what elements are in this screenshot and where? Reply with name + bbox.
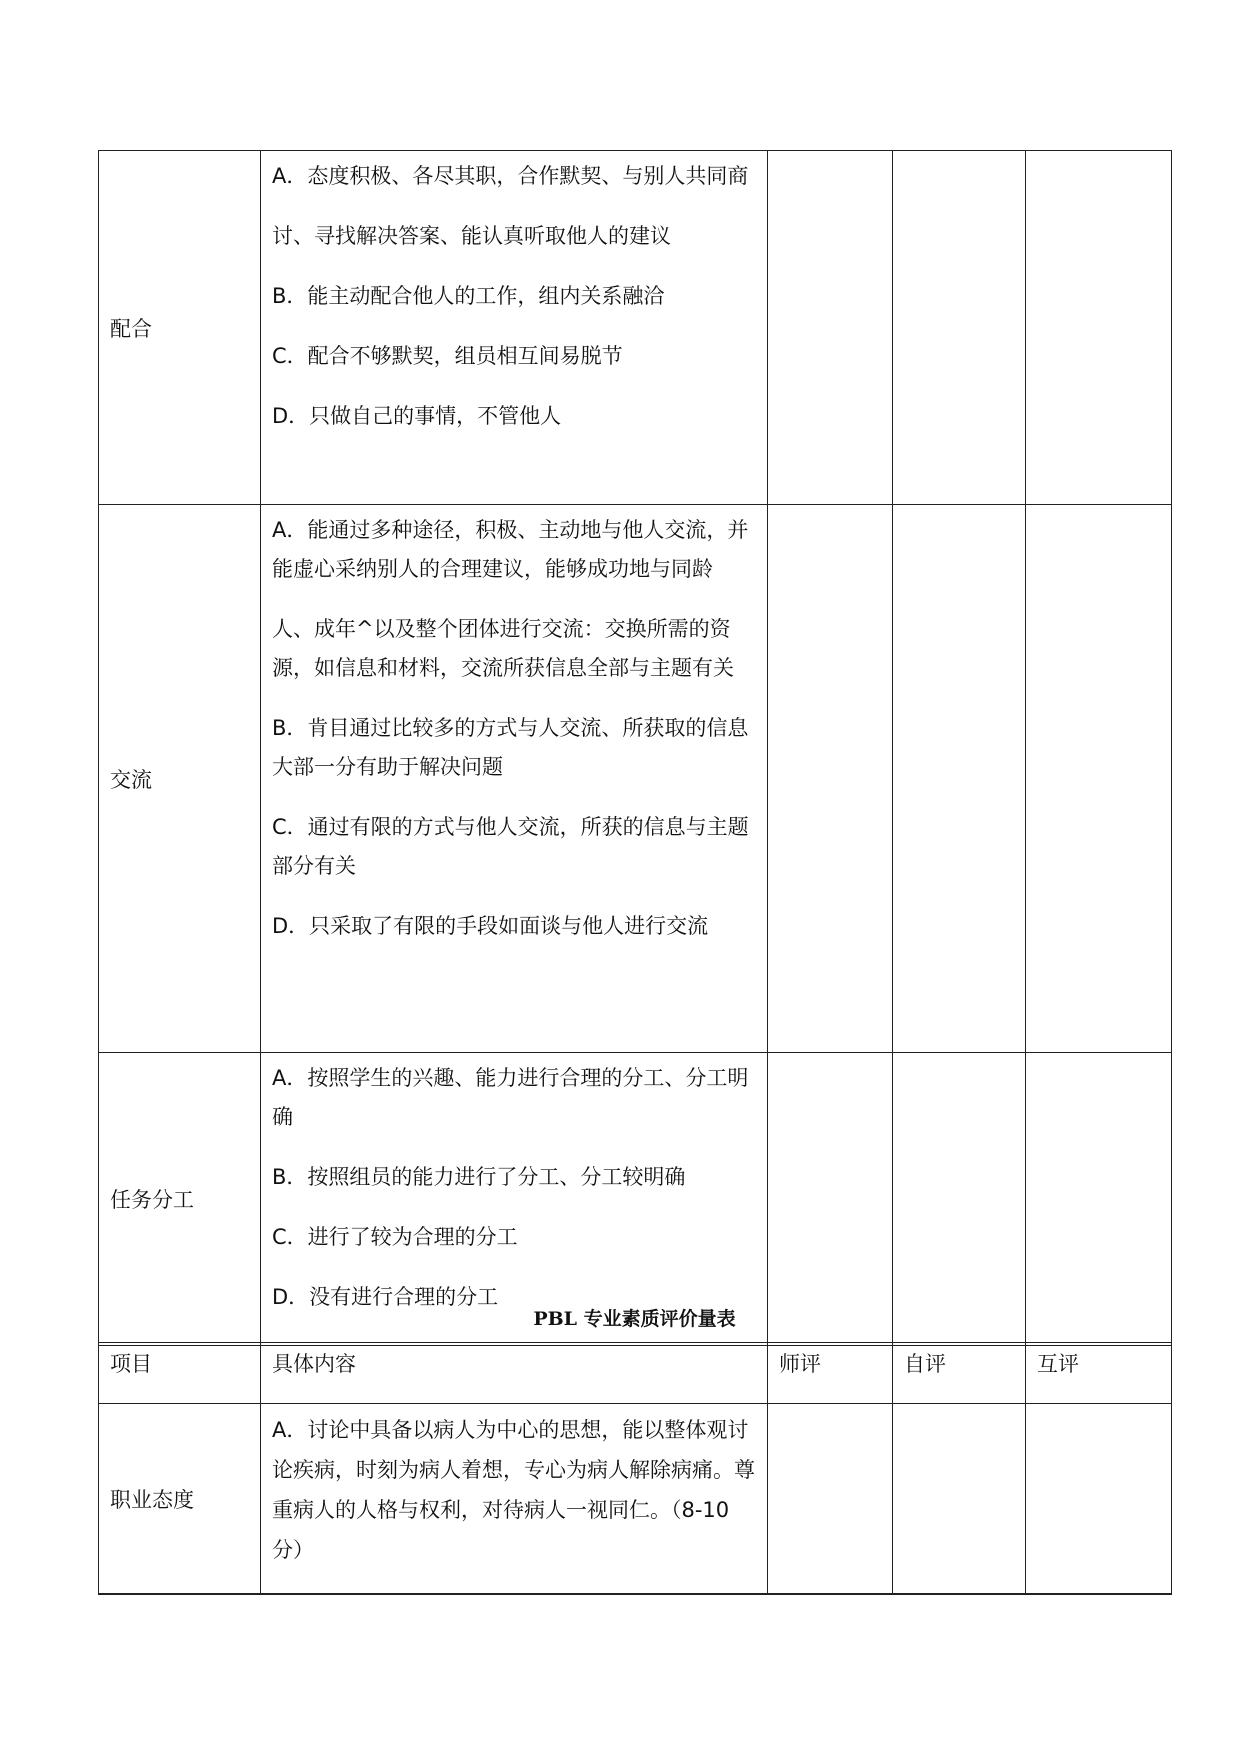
table-row-task-division: [99, 1053, 1172, 1346]
table-row-cooperation: [99, 151, 1172, 505]
content-cell: [261, 505, 768, 1053]
criterion-option: 讨、寻找解决答案、能认真听取他人的建议: [272, 224, 671, 248]
criterion-option: D．只做自己的事情，不管他人: [272, 404, 562, 428]
item-label: 配合: [110, 316, 152, 341]
table-header-row: [99, 1343, 1172, 1404]
self-score-cell[interactable]: [893, 1053, 1026, 1346]
item-cell: [99, 1053, 261, 1346]
header-item: [99, 1343, 261, 1404]
peer-score-cell[interactable]: [1026, 1404, 1172, 1595]
item-cell: [99, 1404, 261, 1595]
peer-score-cell[interactable]: [1026, 151, 1172, 505]
table-row-professional-attitude: [99, 1404, 1172, 1595]
self-score-cell[interactable]: [893, 151, 1026, 505]
criterion-option: C．进行了较为合理的分工: [272, 1225, 518, 1249]
criterion-option: A．按照学生的兴趣、能力进行合理的分工、分工明确: [272, 1066, 749, 1129]
teacher-score-cell[interactable]: [768, 151, 893, 505]
item-label: 交流: [110, 767, 152, 792]
header-peer-label: 互评: [1037, 1352, 1079, 1376]
table-row-communication: [99, 505, 1172, 1053]
criterion-option: B．能主动配合他人的工作，组内关系融洽: [272, 284, 665, 308]
table-title: PBL 专业素质评价量表: [533, 1308, 736, 1330]
teacher-score-cell[interactable]: [768, 505, 893, 1053]
item-cell: [99, 151, 261, 505]
content-cell: [261, 151, 768, 505]
criterion-option: A．能通过多种途径，积极、主动地与他人交流，并能虚心采纳别人的合理建议，能够成功地与同龄: [272, 518, 749, 581]
peer-score-cell[interactable]: [1026, 1053, 1172, 1346]
teacher-score-cell[interactable]: [768, 1404, 893, 1595]
header-content-label: 具体内容: [272, 1352, 356, 1376]
header-teacher: [768, 1343, 893, 1404]
header-peer: [1026, 1343, 1172, 1404]
item-label: 任务分工: [110, 1188, 194, 1212]
evaluation-table-continued: [98, 150, 1172, 1346]
criterion-option: B．按照组员的能力进行了分工、分工较明确: [272, 1165, 686, 1189]
header-item-label: 项目: [110, 1352, 152, 1376]
peer-score-cell[interactable]: [1026, 505, 1172, 1053]
criterion-option: B．肯目通过比较多的方式与人交流、所获取的信息大部一分有助于解决问题: [272, 716, 749, 779]
criterion-option: C．配合不够默契，组员相互间易脱节: [272, 344, 623, 368]
criterion-option: D．只采取了有限的手段如面谈与他人进行交流: [272, 914, 709, 938]
criterion-option: A．讨论中具备以病人为中心的思想，能以整体观讨论疾病，时刻为病人着想，专心为病人解除病痛。尊重病人的人格与权利，对待病人一视同仁。（8-10 分）: [272, 1418, 755, 1562]
criterion-option: A．态度积极、各尽其职，合作默契、与别人共同商: [272, 164, 749, 188]
content-cell: [261, 1053, 768, 1346]
criterion-option: D．没有进行合理的分工: [272, 1285, 499, 1309]
self-score-cell[interactable]: [893, 1404, 1026, 1595]
header-self-label: 自评: [904, 1352, 946, 1376]
criterion-option: C．通过有限的方式与他人交流，所获的信息与主题部分有关: [272, 815, 749, 878]
criterion-option: 人、成年^以及整个团体进行交流：交换所需的资源，如信息和材料，交流所获信息全部与主题有关: [272, 617, 734, 680]
header-content: [261, 1343, 768, 1404]
item-label: 职业态度: [110, 1487, 194, 1512]
header-self: [893, 1343, 1026, 1404]
header-teacher-label: 师评: [779, 1352, 821, 1376]
professional-quality-table: [98, 1342, 1172, 1595]
content-cell: [261, 1404, 768, 1595]
self-score-cell[interactable]: [893, 505, 1026, 1053]
item-cell: [99, 505, 261, 1053]
teacher-score-cell[interactable]: [768, 1053, 893, 1346]
